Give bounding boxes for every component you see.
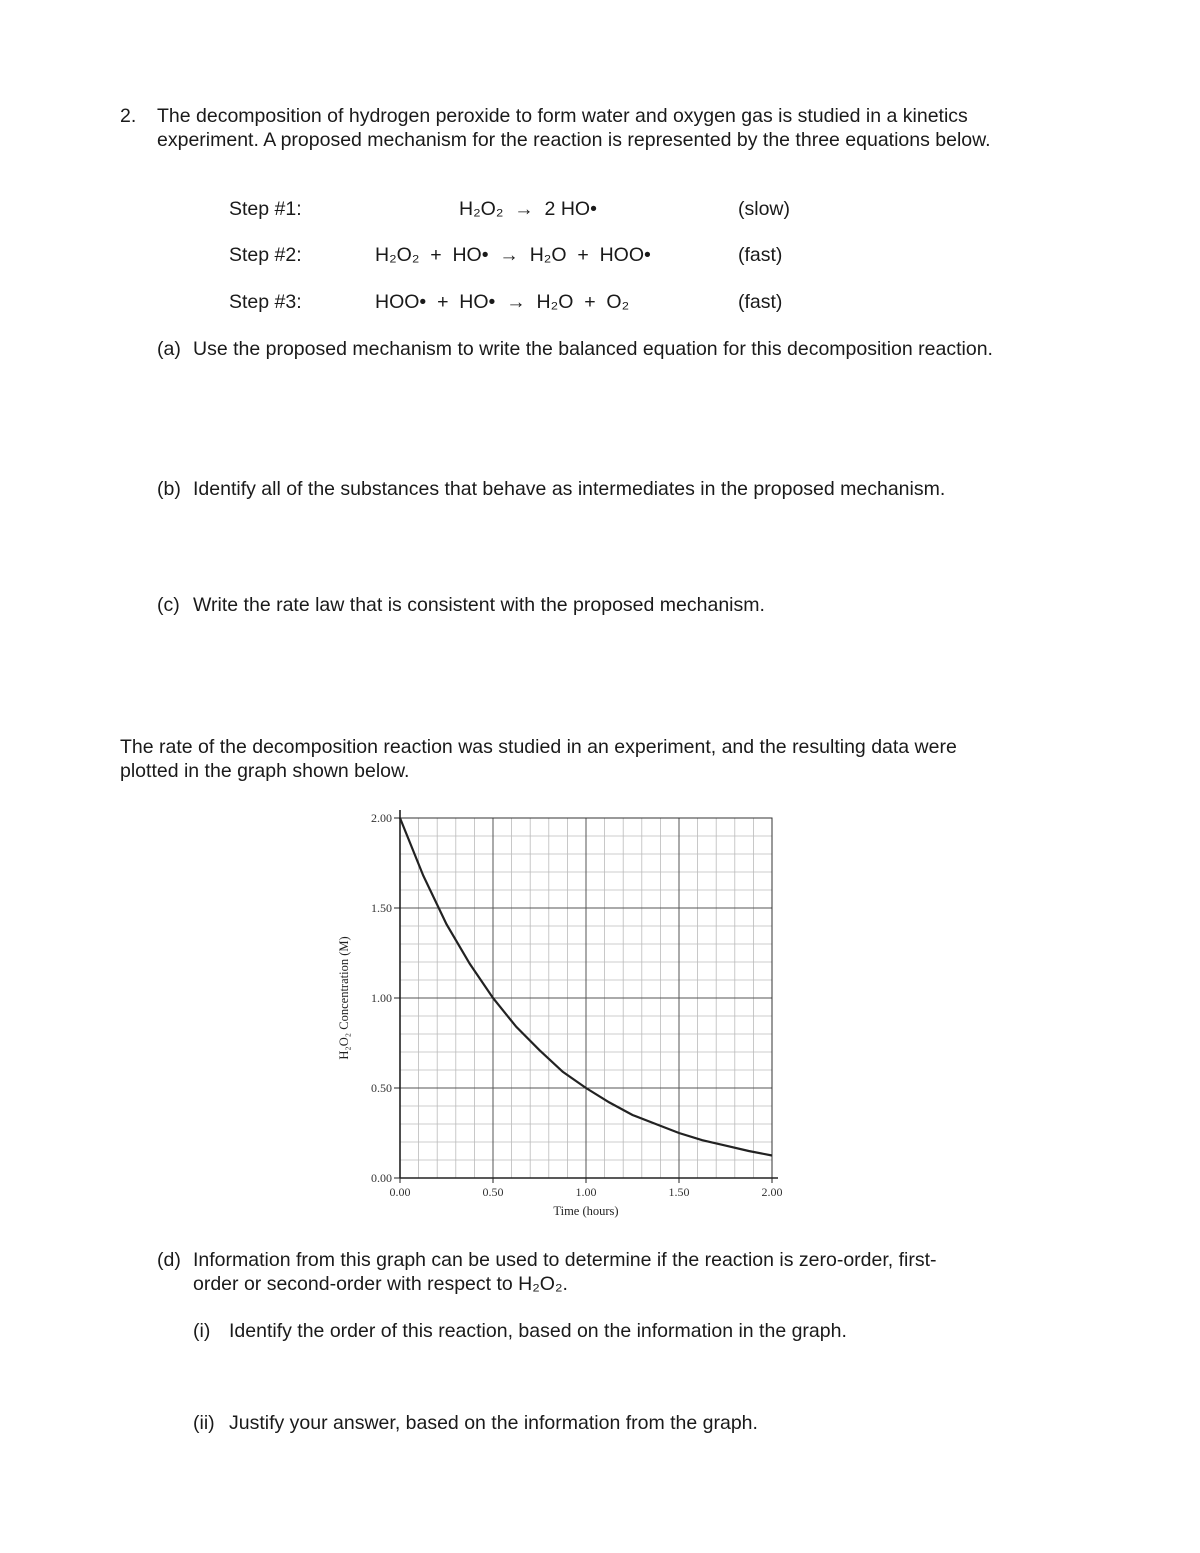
part-d-ii-label: (ii) <box>193 1412 215 1434</box>
part-b-text: Identify all of the substances that behave as intermediates in the proposed mechanism. <box>193 478 946 500</box>
y-tick-label: 0.00 <box>371 1171 392 1185</box>
part-d-text: Information from this graph can be used to determine if the reaction is zero-order, first-order or second-order with respect to H₂O₂. <box>193 1249 937 1295</box>
x-axis-label: Time (hours) <box>553 1204 619 1218</box>
step-3-note: (fast) <box>738 291 783 313</box>
question-number: 2. <box>120 105 137 127</box>
step-2-label: Step #2: <box>229 244 302 266</box>
y-tick-label: 1.50 <box>371 901 392 915</box>
step-3-equation: HOO• + HO• → H₂O + O₂ <box>375 291 630 313</box>
part-a-letter: (a) <box>157 338 181 360</box>
y-axis-label: H₂O₂ Concentration (M) <box>337 936 351 1060</box>
chart-ticks <box>371 811 783 1199</box>
x-tick-label: 1.50 <box>668 1185 690 1199</box>
question-intro: The decomposition of hydrogen peroxide to form water and oxygen gas is studied in a kinetics experiment. A proposed mechanism for the reaction is represented by the three equations below. <box>157 105 991 151</box>
step-3-label: Step #3: <box>229 291 302 313</box>
step-2-equation: H₂O₂ + HO• → H₂O + HOO• <box>375 244 651 266</box>
x-tick-label: 0.50 <box>482 1185 504 1199</box>
y-tick-label: 1.00 <box>371 991 392 1005</box>
part-d-i-text: Identify the order of this reaction, based on the information in the graph. <box>229 1320 847 1342</box>
part-d-i-label: (i) <box>193 1320 211 1342</box>
step-1-note: (slow) <box>738 198 790 220</box>
part-c-text: Write the rate law that is consistent with the proposed mechanism. <box>193 594 765 616</box>
part-d-letter: (d) <box>157 1249 181 1271</box>
x-tick-label: 0.00 <box>389 1185 411 1199</box>
part-c-letter: (c) <box>157 594 180 616</box>
part-d-ii-text: Justify your answer, based on the information from the graph. <box>229 1412 758 1434</box>
x-tick-label: 1.00 <box>575 1185 597 1199</box>
part-b-letter: (b) <box>157 478 181 500</box>
chart-axes <box>400 810 778 1178</box>
step-1-label: Step #1: <box>229 198 302 220</box>
graph-intro: The rate of the decomposition reaction was studied in an experiment, and the resulting data were plotted in the graph shown below. <box>120 736 957 782</box>
y-tick-label: 0.50 <box>371 1081 392 1095</box>
x-tick-label: 2.00 <box>761 1185 783 1199</box>
step-2-note: (fast) <box>738 244 783 266</box>
step-1-equation: H₂O₂ → 2 HO• <box>459 198 597 220</box>
concentration-time-chart <box>330 805 800 1235</box>
y-tick-label: 2.00 <box>371 811 392 825</box>
part-a-text: Use the proposed mechanism to write the balanced equation for this decomposition reaction. <box>193 338 993 360</box>
chart-svg <box>330 805 800 1235</box>
